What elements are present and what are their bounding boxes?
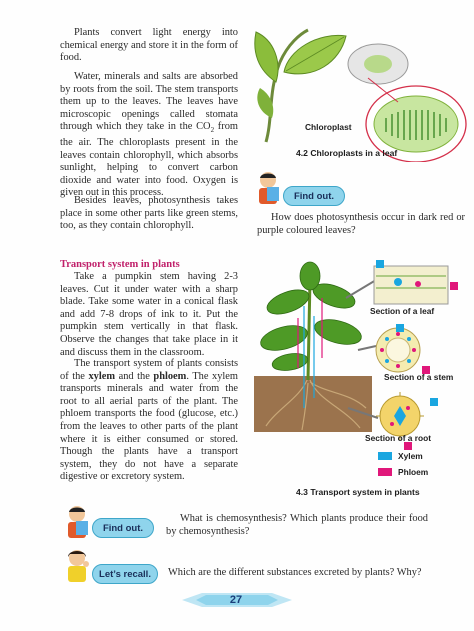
paragraph-light-energy: Plants convert light energy into chemical energy and store it in the form of food. <box>60 27 238 64</box>
lets-recall-badge: Let’s recall. <box>92 564 158 584</box>
label-section-of-root: Section of a root <box>365 433 432 443</box>
figure-4-2-caption: 4.2 Chloroplasts in a leaf <box>296 148 398 158</box>
find-out-badge-1: Find out. <box>283 186 345 206</box>
student-reading-icon-2 <box>62 504 92 542</box>
legend-xylem-swatch <box>378 452 392 460</box>
legend-phloem-swatch <box>378 468 392 476</box>
paragraph-transport-system: The transport system of plants consists of the xylem and the phloem. The xylem transports minerals and water from the root to all aerial parts of the plant. The phloem transports the food (glucose, etc.) from the leaves to other parts of the plant where it is either consumed or stored. Though the plants have a transport system, they do not have a separate digestive or excretory system. <box>60 358 239 483</box>
transport-system-figure <box>248 258 470 480</box>
section-heading-transport: Transport system in plants <box>60 259 180 270</box>
figure-4-3-caption: 4.3 Transport system in plants <box>296 487 420 497</box>
legend-xylem-label: Xylem <box>398 451 423 461</box>
chloroplast-figure <box>248 22 470 162</box>
legend-phloem-label: Phloem <box>398 467 429 477</box>
paragraph-pumpkin-activity: Take a pumpkin stem having 2-3 leaves. Cut it under water with a sharp blade. Take some water in a conical flask and add 7-8 drops of ink to it. Put the pumpkin stem vertically in that flask. Observe the changes that take place in it and discuss them in the classroom. <box>60 271 238 358</box>
chloroplast-label: Chloroplast <box>305 122 352 132</box>
paragraph-water-minerals: Water, minerals and salts are absorbed by roots from the soil. The stem transports them up to the leaves. The leaves have microscopic openings called stomata through which they take in the $CO_2$ from the air. The chloroplasts present in the leaves contain chlorophyll, which absorbs sunlight, helping to convert carbon dioxide and water into food. Oxygen is given out in this process. <box>60 71 238 199</box>
label-section-of-stem: Section of a stem <box>384 372 454 382</box>
student-reading-icon <box>253 170 283 208</box>
page-number: 27 <box>229 594 243 606</box>
find-out-question-1: How does photosynthesis occur in dark red or purple coloured leaves? <box>257 212 465 236</box>
child-thinking-icon <box>62 548 92 586</box>
label-section-of-leaf: Section of a leaf <box>370 306 435 316</box>
lets-recall-question: Which are the different substances excreted by plants? Why? <box>168 567 422 578</box>
find-out-badge-2: Find out. <box>92 518 154 538</box>
paragraph-besides-leaves: Besides leaves, photosynthesis takes place in some other parts like green stems, too, as they contain chlorophyll. <box>60 195 238 232</box>
find-out-question-2: What is chemosynthesis? Which plants produce their food by chemosynthesis? <box>166 513 428 537</box>
